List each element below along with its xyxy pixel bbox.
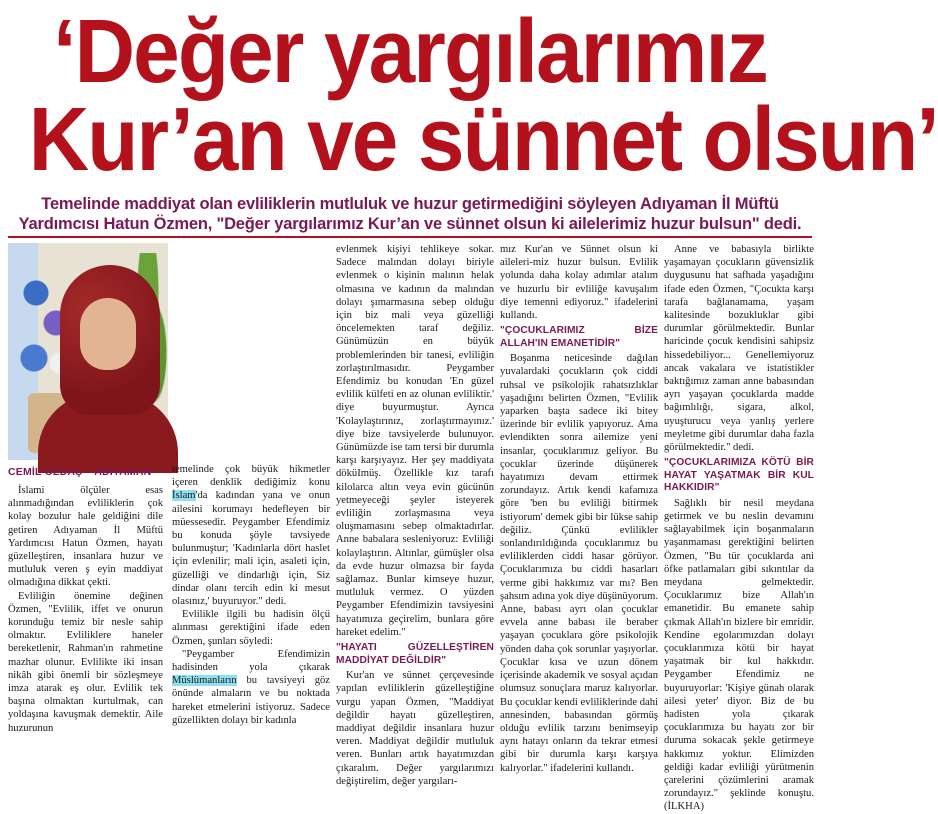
article-column-4 — [500, 243, 658, 775]
portrait-photo — [8, 243, 168, 460]
headline-line-2: Kur’an ve sünnet olsun’ — [28, 90, 938, 190]
paragraph: Sağlıklı bir nesil meydana getirmek ve bu neslin devamını sağlayabilmek için boşanmaların yaşanmaması gerektiğini belirten Özmen, "Bu tür çocuklarda ani öfke patlamaları gibi sıkıntılar da meydana gelmektedir. Çocuklarımız bize Allah'ın emanetidir. Bu emanete sahip çıkmak Allah'ın bizlere bir emridir. Kendine egolarımızdan dolayı çocuklarımıza kötü bir hayat yaşatmak bir kul hakkıdır. Peygamber Efendimiz ne buyuruyorlar: 'Kişiye günah olarak ailesi yeter' diyor. Biz de bu hadisten yola çıkarak çocuklarımıza bu hayatı zor bir duruma sokacak şekle getirmeye hakkımız yoktur. Elimizden geldiği kadar evliliği yürütmenin çarelerini çözümlerini aramak zorundayız." şeklinde konuştu. (İLKHA) — [664, 497, 814, 813]
paragraph: Boşanma neticesinde dağılan yuvalardaki çocukların çok ciddi ruhsal ve psikolojik rahatsızlıklar yaşadığını belirten Özmen, "Evlilik yaparken başta sadece iki biteу üzerinde bir evlilik yapıyoruz. Ama evlendikten sonra ailemize yeni insanlar, çocuklarımız geliyor. Bu çocuklar üzerinde düşünerek hayatımızı devam ettirmek zorundayız. Artık kendi kafamıza göre 'ben bu evliliği bitirmek istiyorum' demek gibi bir lükse sahip değiliz. Çünkü evlilikler sonlandırıldığında çocuklarımız bu evliliklerden ciddi hasar görüyor. Çocuklarımıza bu ciddi hasarları verme gibi hakkımız var mı? Ben şahsım adına yok diye düşünüyorum. Anne, babası ayrı olan çocuklar evvela anne babası ile beraber yaşayan çocuklara göre psikolojik yönden daha çok sorunlar yaşıyorlar. Çocuklar kısa ve uzun dönem içerisinde akademik ve sosyal açıdan olumsuz sonuçlara maruz kalıyorlar. Bu çocuklar kendi evliliklerinde dahi annesinden, babasından görmüş olduğu evlilik tarzını benimseyip aynı hatayı onların da tekrar etmesi gibi bir durumla karşı karşıya kalıyorlar." ifadelerini kullandı. — [500, 353, 659, 774]
article-column-5 — [664, 243, 814, 814]
paragraph: İslami ölçüler esas alınmadığından evliliklerin çok kolay bozulur hale geldiğini dile getiren Adıyaman İl Müftü Yardımcısı Hatun Özmen, hayatı güzelleştiren, insanlara huzur ve mutluluk veren ş eyin maddiyat olmadığına dikkat çekti. — [8, 485, 163, 589]
article-column-3 — [336, 243, 494, 788]
paragraph: "Peygamber Efendimizin hadisinden yola çıkarak Müslümanların bu tavsiyeyi göz önünde almaların ve bu noktada hareket etmelerini istiyoruz. Sadece güzellikten dolayı bir kadınla — [172, 648, 330, 726]
paragraph: evlenmek kişiyi tehlikeye sokar. Sadece malından dolayı biriyle evlenmek o kişinin malının helak olmasına ve kadının da malından dolayı şımarmasına sebep olduğu için biz mali veya güzelliği öncelemekten taraf değiliz. Günümüzün en büyük problemlerinden bir tanesi, evliliğin zorlaştırılmasıdır. Peygamber Efendimiz bu konudan 'En güzel evlilik külfeti en az olunan evliliktir.' diye buyurmuştur. Ayrıca 'Kolaylaştırınız, zorlaştırmayınız.' diye bize tavsiyelerde bulunuyor. Günümüzde ise tam tersi bir durumla karşı karşıyayız. Her şey maddiyata döküImüş. Özellikle kız tarafı kilolarca altın veya evin gücünün yetmeyeceği şeyler isteyerek evliliğin zorlaşmasına veya oluşmamasını sebep olmaktadırlar. Anne babalara sesleniyoruz: Evliliği kolaylaştırın. Altınlar, gümüşler olsa da evde huzur olmazsa bir fayda sağlamaz. Bunlar kimseye huzur, mutluluk vermez. O yüzden Peygamber Efendimizin tavsiyesini hayatımıza geçirelim, bunlara göre hareket edelim." — [336, 244, 494, 638]
paragraph: mız Kur'an ve Sünnet olsun ki aileleri-miz huzur bulsun. Evlilik yolunda daha kolay adımlar atalım ve huzurlu bir evliliğe kavuşalım diye temenni ediyoruz." ifadelerini kullandı. — [500, 244, 658, 322]
lead-line-1: Temelinde maddiyat olan evliliklerin mutluluk ve huzur getirmediğini söyleyen Adıyaman İl Müftü — [41, 195, 779, 213]
article-column-1 — [8, 484, 163, 735]
highlighted-word: Müslümanların — [172, 675, 237, 687]
highlighted-word: İslam — [172, 490, 196, 502]
paragraph: Evlilikle ilgili bu hadisin ölçü alınması gerektiğini ifade eden Özmen, şunları söyledi: — [172, 609, 330, 647]
paragraph: Evliliğin önemine değinen Özmen, "Evlilik, iffet ve onurun korunduğu temiz bir nesle sahip olmaktır. Evliliklere haneler bereketlenir, Rahman'ın rahmetine mazhar olunur. Evlilikte iki insan nikâh gibi önemli bir sözleşmeye imza atarak eş olur. Evlilik tek başına olmaktan kurtulmak, can yoldaşına kavuşmak demektir. Aile huzurunun — [8, 590, 163, 734]
lead-line-2: Yardımcısı Hatun Özmen, "Değer yargılarımız Kur’an ve sünnet olsun ki ailelerimiz huzur bulsun" dedi. — [18, 215, 802, 233]
headline-line-1: ‘Değer yargılarımız — [53, 2, 767, 102]
paragraph: Kur'an ve sünnet çerçevesinde yapılan evliliklerin güzelleştiğine vurgu yapan Özmen, "Maddiyat değildir hayatı güzelleştiren, maddiyat değildir insanlara huzur veren. Maddiyat değildir mutluluk veren. Bunları artık hayatımızdan çıkaralım. Değer yargılarımızı değiştirelim, değer yargıları- — [336, 670, 494, 787]
subheading: "ÇOCUKLARIMIZ BİZE ALLAH'IN EMANETİDİR" — [500, 325, 658, 349]
byline: CEMİL ÖZDAŞ – ADIYAMAN — [8, 466, 152, 478]
subheading: "ÇOCUKLARIMIZA KÖTÜ BİR HAYAT YAŞATMAK BİR KUL HAKKIDIR" — [664, 457, 814, 494]
headline-divider — [8, 236, 812, 238]
subheading: "HAYATI GÜZELLEŞTİREN MADDİYAT DEĞİLDİR" — [336, 642, 494, 666]
paragraph: temelinde çok büyük hikmetler içeren denklik dediğimiz konu İslam'da kadından yana ve onun ailesini korumayı hedefleyen bir müessesedir. Peygamber Efendimiz bu konuda şöyle tavsiyede bulunmuştur; 'Kadınlarla dört haslet için evlenilir; mali için, asaleti için, güzelliği ve dindarlığı için, Siz dindar olanı tercih edin ki mesut olasınız,' buyuruyor." dedi. — [172, 464, 330, 608]
paragraph: Anne ve babasıyla birlikte yaşamayan çocukların güvensizlik duygusunu hat safhada yaşadığını ifade eden Özmen, "Çocukta karşı tarafa bağlanamama, yaşam kalitesinde bozukluklar gibi durumlar görülmektedir. Bunlar haricinde çocuk kendisini sahipsiz hissedebiliyor... Genellemiyoruz ancak vakalara ve istatistikler baktığımız zaman anne babasından ayrı yaşayan çocuklarda madde bağımlılığı, sigara, alkol, uyuşturucu veya yanlış yerlere meyletme gibi durumlar daha fazla görülmektedir." dedi. — [664, 244, 814, 454]
face — [80, 298, 136, 370]
article-column-2 — [172, 463, 330, 727]
